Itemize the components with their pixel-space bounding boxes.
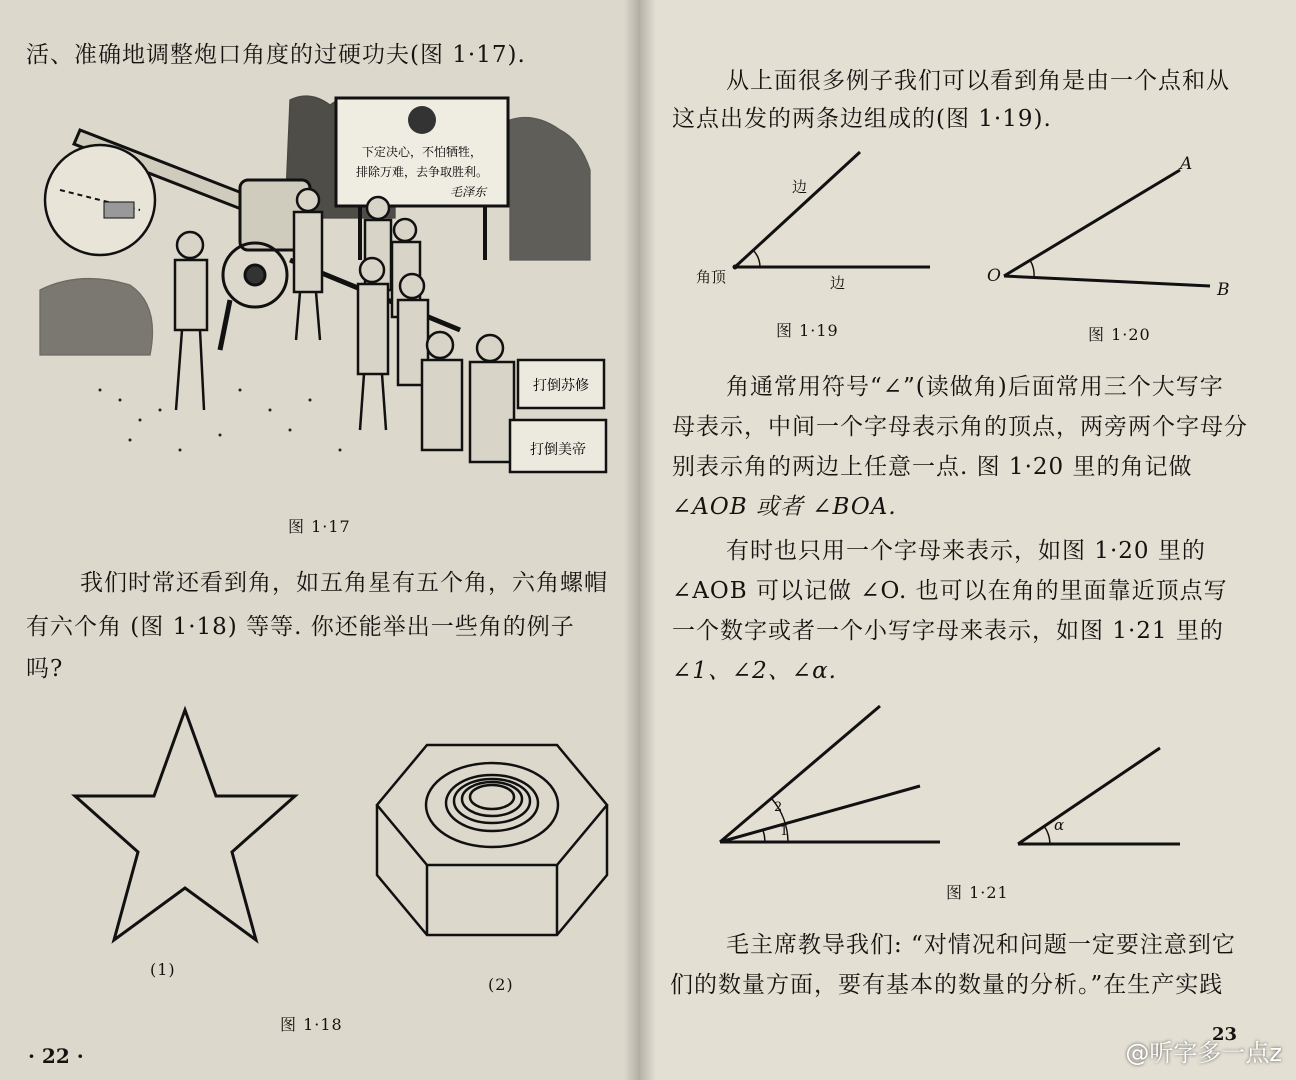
- right-p2-line-2: 母表示，中间一个字母表示角的顶点，两旁两个字母分: [672, 414, 1248, 440]
- left-page: [0, 0, 641, 1080]
- left-page-number: · 22 ·: [28, 1044, 84, 1068]
- fig-1-19-caption: 图 1·19: [776, 321, 839, 340]
- fig-1-21-caption: 图 1·21: [946, 883, 1009, 902]
- soldier-2: [294, 189, 322, 340]
- label-2: (2): [488, 975, 514, 994]
- poster-signature: 毛泽东: [449, 185, 487, 199]
- fig-1-20-label-O: O: [987, 266, 1001, 286]
- right-p3-line-2: ∠AOB 可以记做 ∠O. 也可以在角的里面靠近顶点写: [672, 578, 1228, 604]
- right-intro-line-1: 从上面很多例子我们可以看到角是由一个点和从: [726, 68, 1230, 94]
- left-para-line-2: 有六个角 (图 1·18) 等等. 你还能举出一些角的例子: [26, 614, 575, 640]
- right-p3-line-1: 有时也只用一个字母来表示，如图 1·20 里的: [726, 538, 1206, 564]
- fig-1-21-label-alpha: α: [1054, 816, 1065, 834]
- soldier-5: [358, 258, 388, 430]
- right-p3-line-4: ∠1、∠2、∠α.: [672, 658, 837, 684]
- right-page-number: 23: [1212, 1024, 1238, 1045]
- right-p2-line-3: 别表示角的两边上任意一点. 图 1·20 里的角记做: [672, 454, 1193, 480]
- fig-1-21-angles-1-2: [710, 696, 950, 856]
- right-p4-line-2: 们的数量方面，要有基本的数量的分析。”在生产实践: [670, 972, 1224, 998]
- poster-line1: 下定决心，不怕牺牲，: [361, 145, 483, 159]
- fig-1-19-angle: [690, 140, 950, 300]
- fig-1-21-angle-alpha: [1010, 740, 1190, 860]
- fig-1-17-illustration: [40, 90, 620, 490]
- watermark: @听字多一点z: [1125, 1039, 1282, 1067]
- crate-2-label: 打倒美帝: [530, 442, 586, 458]
- soldier-8: [470, 335, 514, 462]
- fig-1-20-label-A: A: [1180, 154, 1193, 174]
- right-intro-line-2: 这点出发的两条边组成的(图 1·19).: [672, 106, 1052, 132]
- crate-1-label: 打倒苏修: [533, 378, 589, 394]
- fig-1-21-label-1: 1: [780, 824, 789, 839]
- fig-1-20-label-B: B: [1217, 280, 1230, 300]
- five-pointed-star: [70, 700, 300, 950]
- poster-line2: 排除万难，去争取胜利。: [355, 165, 489, 179]
- right-p2-line-1: 角通常用符号“∠”(读做角)后面常用三个大写字: [726, 374, 1224, 400]
- left-top-line: 活、准确地调整炮口角度的过硬功夫(图 1·17).: [26, 42, 526, 68]
- fig-1-20-angle: [990, 150, 1230, 300]
- right-p2-line-4: ∠AOB 或者 ∠BOA.: [672, 494, 897, 520]
- soldier-1: [175, 232, 207, 410]
- fig-1-19-vertex: 角顶: [696, 268, 727, 286]
- label-1: (1): [150, 960, 176, 979]
- left-para-line-3: 吗?: [26, 656, 64, 682]
- fig-1-19-side-top: 边: [792, 178, 808, 196]
- fig-1-19-side-bottom: 边: [830, 274, 846, 292]
- right-p3-line-3: 一个数字或者一个小写字母来表示，如图 1·21 里的: [672, 618, 1224, 644]
- fig-1-20-caption: 图 1·20: [1088, 325, 1151, 344]
- left-para-line-1: 我们时常还看到角，如五角星有五个角，六角螺帽: [80, 570, 608, 596]
- fig-1-17-caption: 图 1·17: [288, 517, 351, 536]
- fig-1-21-label-2: 2: [774, 800, 783, 815]
- right-p4-line-1: 毛主席教导我们: “对情况和问题一定要注意到它: [726, 932, 1236, 958]
- fig-1-18-caption: 图 1·18: [280, 1015, 343, 1034]
- right-page: [640, 0, 1296, 1080]
- hex-nut: [372, 735, 612, 945]
- soldier-7: [422, 332, 462, 450]
